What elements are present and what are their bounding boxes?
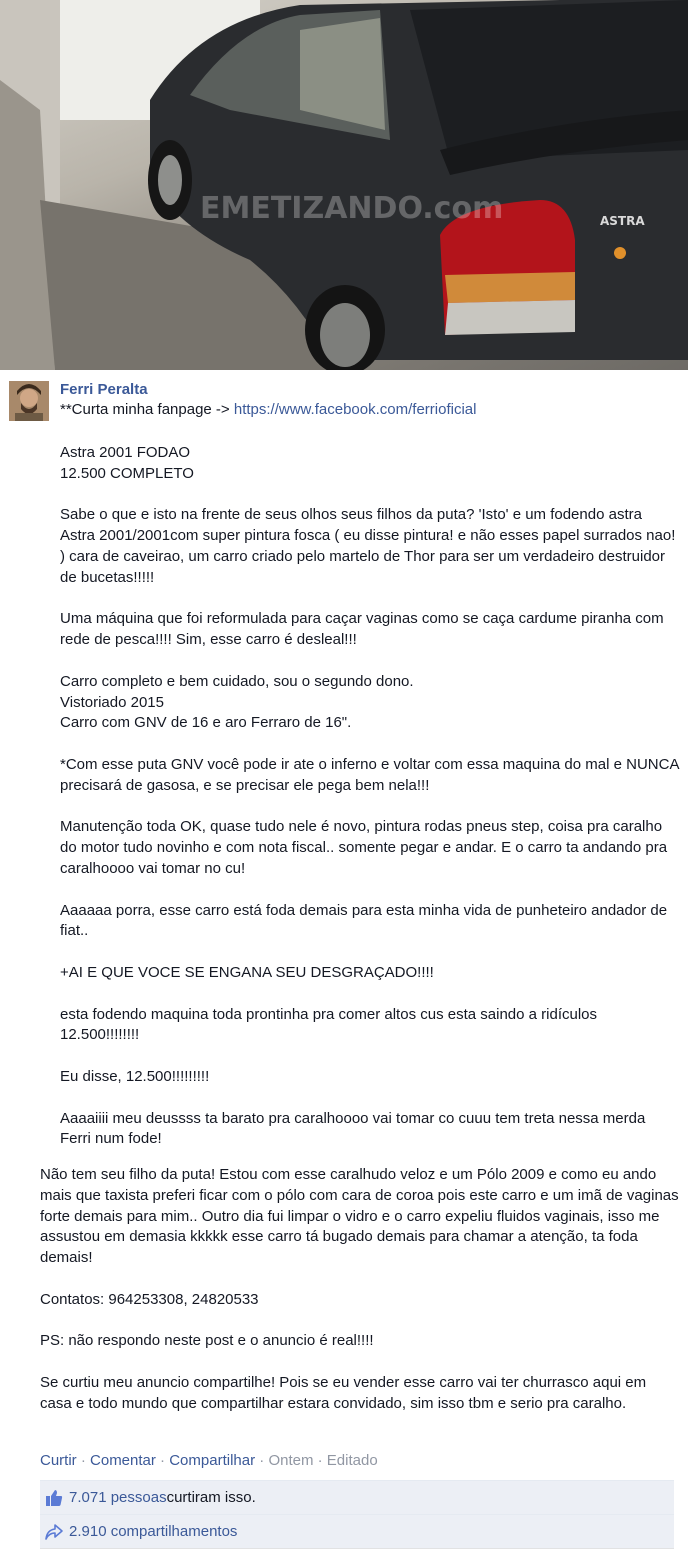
likes-suffix: curtiram isso.	[166, 1489, 256, 1506]
author-name[interactable]: Ferri Peralta	[60, 381, 148, 398]
post-paragraph: Astra 2001 FODAO 12.500 COMPLETO	[60, 444, 194, 482]
post-paragraph: Uma máquina que foi reformulada para caçar vaginas como se caça cardume piranha com rede de pesca!!!! Sim, esse carro é desleal!!!	[60, 610, 664, 649]
shares-row	[40, 1514, 674, 1548]
author-avatar[interactable]	[9, 381, 49, 421]
separator: ·	[155, 1452, 170, 1469]
post-paragraph: *Com esse puta GNV você pode ir ate o inferno e voltar com essa maquina do mal e NUNCA precisará de gasosa, e se precisar ele pega bem nela!!!	[60, 755, 679, 794]
flame-decal-icon	[614, 247, 626, 259]
post-paragraph: Não tem seu filho da puta! Estou com esse caralhudo veloz e um Pólo 2009 e como eu ando mais que taxista preferi ficar com o pólo com cara de coroa pois este carro e um imã de vaginas forte demais para mim.. Outro dia fui limpar o vidro e o carro expeliu fluidos vaginais, isso me assustou em demasia kkkkk esse carro tá bugado demais para chamar a atenção, ta foda demais!	[40, 1166, 679, 1267]
post-paragraph: Se curtiu meu anuncio compartilhe! Pois se eu vender esse carro vai ter churrasco aqui em casa e todo mundo que compartilhar estara convidado, sim isso tbm e serio pra caralho.	[40, 1373, 647, 1412]
separator: ·	[255, 1452, 269, 1469]
ufi-box	[40, 1480, 674, 1549]
separator: ·	[313, 1452, 327, 1469]
post-paragraph: Aaaaaa porra, esse carro está foda demais para esta minha vida de punheteiro andador de fiat..	[60, 901, 668, 940]
astra-badge: ASTRA	[600, 214, 645, 228]
thumbs-up-icon	[44, 1488, 64, 1508]
edited-link[interactable]: Editado	[326, 1452, 378, 1469]
like-link[interactable]: Curtir	[40, 1452, 77, 1469]
post-paragraph: esta fodendo maquina toda prontinha pra comer altos cus esta saindo a ridículos 12.500!!!!!!!!	[60, 1005, 597, 1044]
post-tail	[40, 1165, 680, 1435]
fanpage-line	[60, 401, 476, 418]
separator: ·	[76, 1452, 91, 1469]
fanpage-prefix: **Curta minha fanpage ->	[60, 401, 234, 418]
fanpage-link[interactable]: https://www.facebook.com/ferrioficial	[233, 401, 477, 418]
share-arrow-icon	[44, 1522, 64, 1542]
post-actions	[40, 1452, 378, 1469]
post-paragraph: Sabe o que e isto na frente de seus olhos seus filhos da puta? 'Isto' e um fodendo astra Astra 2001/2001com super pintura fosca ( eu disse pintura! e não esses papel surrados nao! ) cara de caveirao, um carro criado pelo martelo de Thor para ser um verdadeiro destruidor de bucetas!!!!!	[60, 506, 676, 586]
comment-link[interactable]: Comentar	[90, 1452, 156, 1469]
car-photo	[0, 0, 688, 370]
likes-row	[40, 1480, 674, 1514]
post-paragraph: Carro completo e bem cuidado, sou o segundo dono. Vistoriado 2015 Carro com GNV de 16 e aro Ferraro de 16".	[60, 672, 414, 732]
post-paragraph: PS: não respondo neste post e o anuncio é real!!!!	[40, 1332, 374, 1350]
post-paragraph: +AI E QUE VOCE SE ENGANA SEU DESGRAÇADO!!!!	[60, 963, 434, 981]
post-paragraph: Manutenção toda OK, quase tudo nele é novo, pintura rodas pneus step, coisa pra caralho do motor tudo novinho e com nota fiscal.. somente pegar e andar. E o carro ta andando pra caralhoooo vai tomar no cu!	[60, 818, 668, 877]
share-link[interactable]: Compartilhar	[169, 1452, 256, 1469]
likes-count-link[interactable]: 7.071 pessoas	[69, 1489, 167, 1506]
timestamp-link[interactable]: Ontem	[268, 1452, 314, 1469]
watermark-text: EMETIZANDO.com	[200, 191, 504, 226]
contacts-paragraph: Contatos: 964253308, 24820533	[40, 1290, 259, 1308]
post-paragraph: Aaaaiiii meu deussss ta barato pra caralhoooo vai tomar co cuuu tem treta nessa merda Ferri num fode!	[60, 1109, 646, 1148]
post-paragraph: Eu disse, 12.500!!!!!!!!!	[60, 1067, 210, 1085]
post-body	[60, 443, 680, 1171]
shares-count-link[interactable]: 2.910 compartilhamentos	[69, 1523, 238, 1540]
